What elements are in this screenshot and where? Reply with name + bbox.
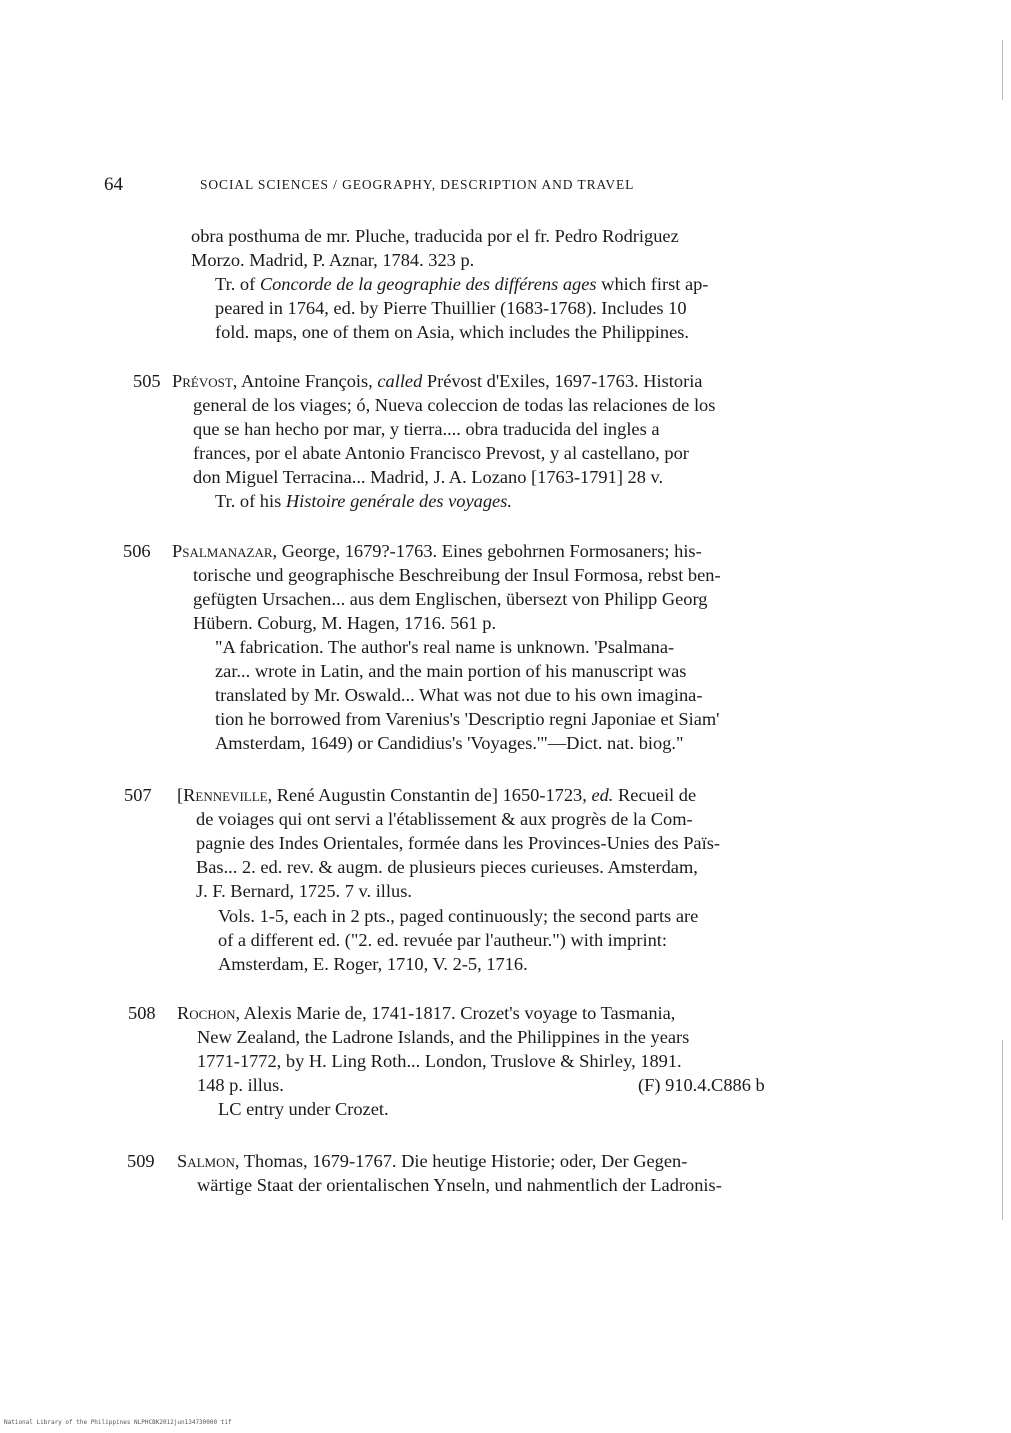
running-head: SOCIAL SCIENCES / GEOGRAPHY, DESCRIPTION AND TRAVEL <box>200 177 635 192</box>
text-line: general de los viages; ó, Nueva coleccion de todas las relaciones de los <box>193 395 716 415</box>
entry-number: 506 <box>123 541 151 561</box>
note-line: fold. maps, one of them on Asia, which includes the Philippines. <box>215 322 690 342</box>
text-line: Hübern. Coburg, M. Hagen, 1716. 561 p. <box>193 613 497 633</box>
note-line: zar... wrote in Latin, and the main portion of his manuscript was <box>215 661 687 681</box>
note-line: Amsterdam, 1649) or Candidius's 'Voyages.'"—Dict. nat. biog." <box>215 733 684 753</box>
entry-number: 505 <box>133 371 161 391</box>
text-line: obra posthuma de mr. Pluche, traducida por el fr. Pedro Rodriguez <box>191 226 679 246</box>
text-line: frances, por el abate Antonio Francisco Prevost, y al castellano, por <box>193 443 689 463</box>
text-line: Salmon, Thomas, 1679-1767. Die heutige Historie; oder, Der Gegen- <box>177 1151 688 1171</box>
scan-edge-mark <box>1002 40 1003 100</box>
note-line: Tr. of his Histoire genérale des voyages. <box>215 491 512 511</box>
text-line: don Miguel Terracina... Madrid, J. A. Lozano [1763-1791] 28 v. <box>193 467 664 487</box>
entry-author: Renneville, <box>183 785 273 805</box>
text-line: Psalmanazar, George, 1679?-1763. Eines gebohrnen Formosaners; his- <box>172 541 702 561</box>
text-line: wärtige Staat der orientalischen Ynseln, und nahmentlich der Ladronis- <box>197 1175 722 1195</box>
entry-number: 509 <box>127 1151 155 1171</box>
note-line: translated by Mr. Oswald... What was not due to his own imagina- <box>215 685 703 705</box>
text-line: Prévost, Antoine François, called Prévost d'Exiles, 1697-1763. Historia <box>172 371 703 391</box>
note-line: tion he borrowed from Varenius's 'Descriptio regni Japoniae et Siam' <box>215 709 720 729</box>
text-line: Rochon, Alexis Marie de, 1741-1817. Crozet's voyage to Tasmania, <box>177 1003 676 1023</box>
text-line: [Renneville, René Augustin Constantin de] 1650-1723, ed. Recueil de <box>177 785 697 805</box>
text-line: New Zealand, the Ladrone Islands, and the Philippines in the years <box>197 1027 690 1047</box>
entry-author: Rochon, <box>177 1003 241 1023</box>
entry-author: Psalmanazar, <box>172 541 278 561</box>
entry-number: 508 <box>128 1003 156 1023</box>
note-line: LC entry under Crozet. <box>218 1099 389 1119</box>
note-line: Vols. 1-5, each in 2 pts., paged continuously; the second parts are <box>218 906 699 926</box>
text-line: Bas... 2. ed. rev. & augm. de plusieurs pieces curieuses. Amsterdam, <box>196 857 698 877</box>
note-line: Tr. of Concorde de la geographie des différens ages which first ap- <box>215 274 709 294</box>
text-line: pagnie des Indes Orientales, formée dans les Provinces-Unies des Païs- <box>196 833 720 853</box>
text-line: Morzo. Madrid, P. Aznar, 1784. 323 p. <box>191 250 475 270</box>
entry-author: Prévost, <box>172 371 238 391</box>
text-line: 1771-1772, by H. Ling Roth... London, Truslove & Shirley, 1891. <box>197 1051 682 1071</box>
scan-footer-mark: National Library of the Philippines NLPHCBK2012jun134730000 tif <box>4 1419 232 1426</box>
call-number: (F) 910.4.C886 b <box>638 1075 765 1095</box>
note-line: peared in 1764, ed. by Pierre Thuillier (1683-1768). Includes 10 <box>215 298 687 318</box>
text-line: que se han hecho por mar, y tierra.... obra traducida del ingles a <box>193 419 660 439</box>
text-line: torische und geographische Beschreibung der Insul Formosa, rebst ben- <box>193 565 721 585</box>
text-line: 148 p. illus. <box>197 1075 284 1095</box>
note-line: of a different ed. ("2. ed. revuée par l'autheur.") with imprint: <box>218 930 667 950</box>
text-line: de voiages qui ont servi a l'établissement & aux progrès de la Com- <box>196 809 693 829</box>
text-line: J. F. Bernard, 1725. 7 v. illus. <box>196 881 412 901</box>
page-header <box>0 174 1011 198</box>
scan-edge-mark <box>1002 1040 1003 1220</box>
entry-number: 507 <box>124 785 152 805</box>
entry-author: Salmon, <box>177 1151 240 1171</box>
text-line: gefügten Ursachen... aus dem Englischen, übersezt von Philipp Georg <box>193 589 708 609</box>
note-line: Amsterdam, E. Roger, 1710, V. 2-5, 1716. <box>218 954 528 974</box>
page-number: 64 <box>104 174 123 195</box>
note-line: "A fabrication. The author's real name is unknown. 'Psalmana- <box>215 637 675 657</box>
